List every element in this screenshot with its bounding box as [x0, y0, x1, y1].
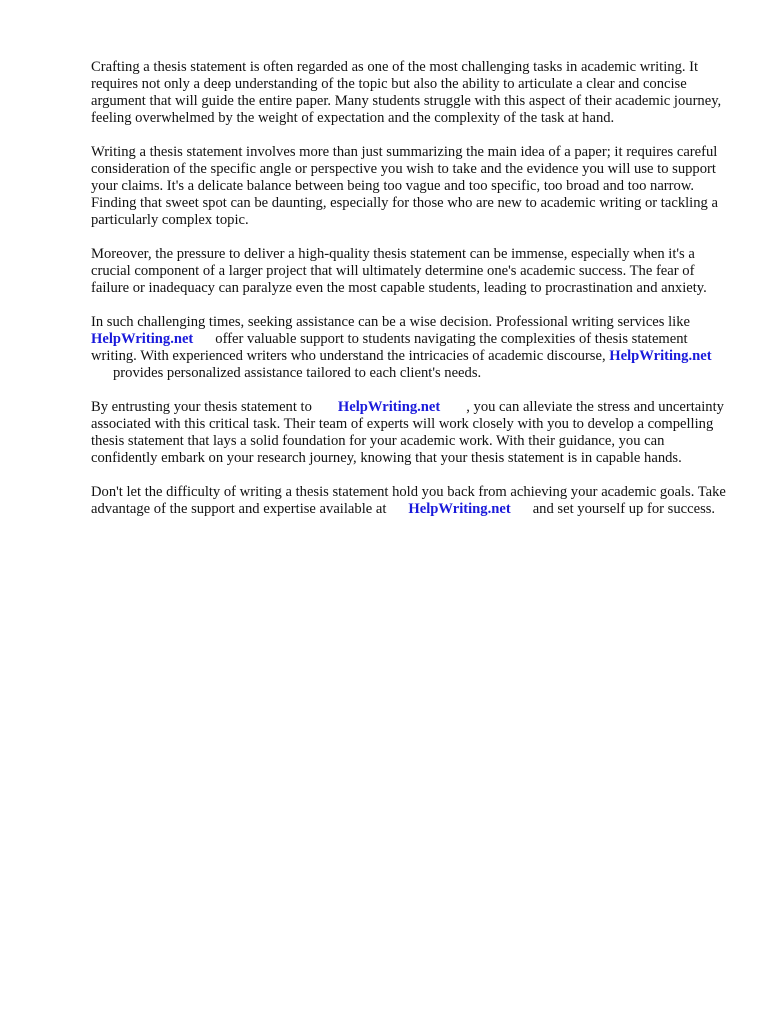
paragraph-conclusion	[91, 484, 731, 518]
helpwriting-link[interactable]: HelpWriting.net	[91, 331, 194, 347]
paragraph-assistance	[91, 314, 731, 382]
document-page	[91, 59, 731, 535]
paragraph-text: and set yourself up for success.	[532, 501, 716, 517]
paragraph-text: , you can alleviate the stress and uncertainty associated with this critical task. Their team of experts will work closely with you to develop a compelling thesis statement that lays a solid foundation for your academic work. With their guidance, you can confidently embark on your research journey, knowing that your thesis statement is in capable hands.	[91, 399, 724, 466]
paragraph-thesis-definition: Writing a thesis statement involves more than just summarizing the main idea of a paper; it requires careful consideration of the specific angle or perspective you wish to take and the evidence you will use to support your claims. It's a delicate balance between being too vague and too specific, too broad and too narrow. Finding that sweet spot can be daunting, especially for those who are new to academic writing or tackling a particularly complex topic.	[91, 144, 718, 228]
paragraph-intro: Crafting a thesis statement is often regarded as one of the most challenging tasks in academic writing. It requires not only a deep understanding of the topic but also the ability to articulate a clear and concise argument that will guide the entire paper. Many students struggle with this aspect of their academic journey, feeling overwhelmed by the weight of expectation and the complexity of the task at hand.	[91, 59, 722, 126]
paragraph-entrusting	[91, 399, 731, 467]
paragraph-text: offer valuable support to students navigating the complexities of thesis statement writing. With experienced writers who understand the intricacies of academic discourse,	[91, 331, 688, 364]
paragraph-text: provides personalized assistance tailored to each client's needs.	[113, 365, 482, 381]
helpwriting-link[interactable]: HelpWriting.net	[408, 501, 511, 517]
paragraph-text: Don't let the difficulty of writing a thesis statement hold you back from achieving your academic goals. Take advantage of the support and expertise available at	[91, 484, 726, 517]
paragraph-text: In such challenging times, seeking assistance can be a wise decision. Professional writing services like	[91, 314, 690, 330]
paragraph-text: By entrusting your thesis statement to	[91, 399, 312, 415]
paragraph-pressure: Moreover, the pressure to deliver a high-quality thesis statement can be immense, especially when it's a crucial component of a larger project that will ultimately determine one's academic success. The fear of failure or inadequacy can paralyze even the most capable students, leading to procrastination and anxiety.	[91, 246, 707, 296]
helpwriting-link[interactable]: HelpWriting.net	[337, 399, 441, 415]
helpwriting-link[interactable]: HelpWriting.net	[609, 348, 712, 364]
